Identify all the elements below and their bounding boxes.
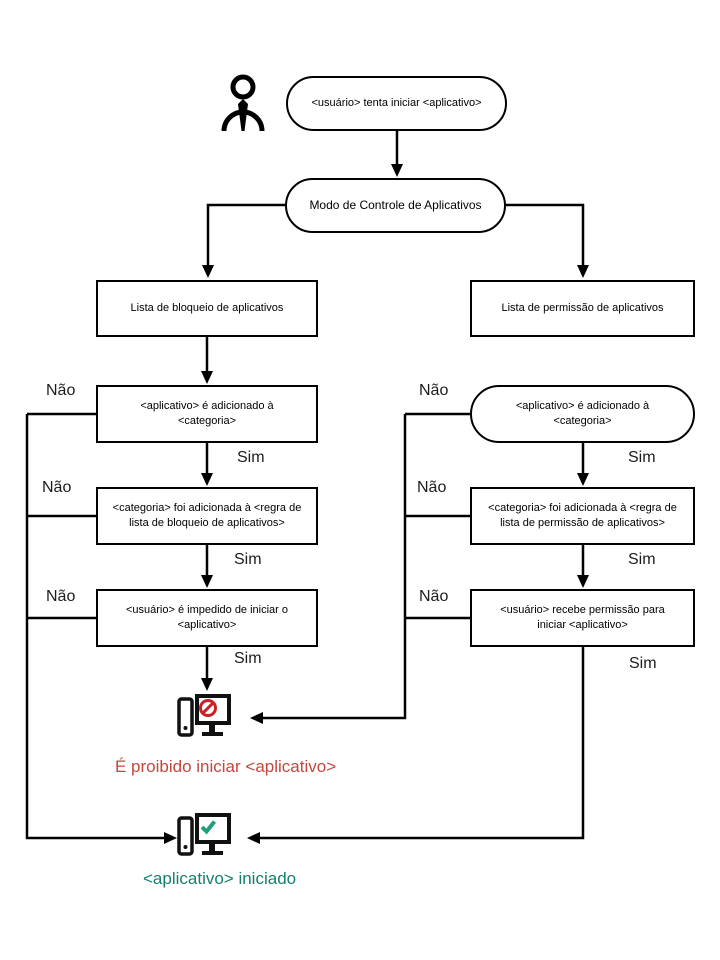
node-blocklist: Lista de bloqueio de aplicativos — [96, 280, 318, 337]
result-started-text: <aplicativo> iniciado — [143, 869, 297, 888]
computer-started-icon — [177, 813, 233, 861]
edge-label-no: Não — [46, 588, 76, 605]
node-block-category-in-rule: <categoria> foi adicionada à <regra de lista de bloqueio de aplicativos> — [96, 487, 318, 545]
node-allow-category-in-rule: <categoria> foi adicionada à <regra de lista de permissão de aplicativos> — [470, 487, 695, 545]
node-allowlist: Lista de permissão de aplicativos — [470, 280, 695, 337]
result-denied-text: É proibido iniciar <aplicativo> — [115, 757, 337, 776]
edge-label-no: Não — [46, 382, 76, 399]
edge-label-no: Não — [417, 479, 447, 496]
node-app-control-mode: Modo de Controle de Aplicativos — [285, 178, 506, 233]
node-start: <usuário> tenta iniciar <aplicativo> — [286, 76, 507, 131]
edge-label-no: Não — [42, 479, 72, 496]
user-icon — [221, 73, 265, 133]
flow-lines — [27, 131, 583, 838]
edge-label-yes: Sim — [629, 655, 657, 672]
edge-label-yes: Sim — [234, 551, 262, 568]
edge-label-yes: Sim — [237, 449, 265, 466]
node-block-app-in-category: <aplicativo> é adicionado à <categoria> — [96, 385, 318, 443]
computer-blocked-icon — [177, 694, 233, 742]
edge-label-no: Não — [419, 382, 449, 399]
node-user-permitted: <usuário> recebe permissão para iniciar <aplicativo> — [470, 589, 695, 647]
edge-label-yes: Sim — [234, 650, 262, 667]
edge-label-no: Não — [419, 588, 449, 605]
edge-label-yes: Sim — [628, 551, 656, 568]
node-allow-app-in-category: <aplicativo> é adicionado à <categoria> — [470, 385, 695, 443]
node-user-prevented: <usuário> é impedido de iniciar o <aplicativo> — [96, 589, 318, 647]
edge-label-yes: Sim — [628, 449, 656, 466]
